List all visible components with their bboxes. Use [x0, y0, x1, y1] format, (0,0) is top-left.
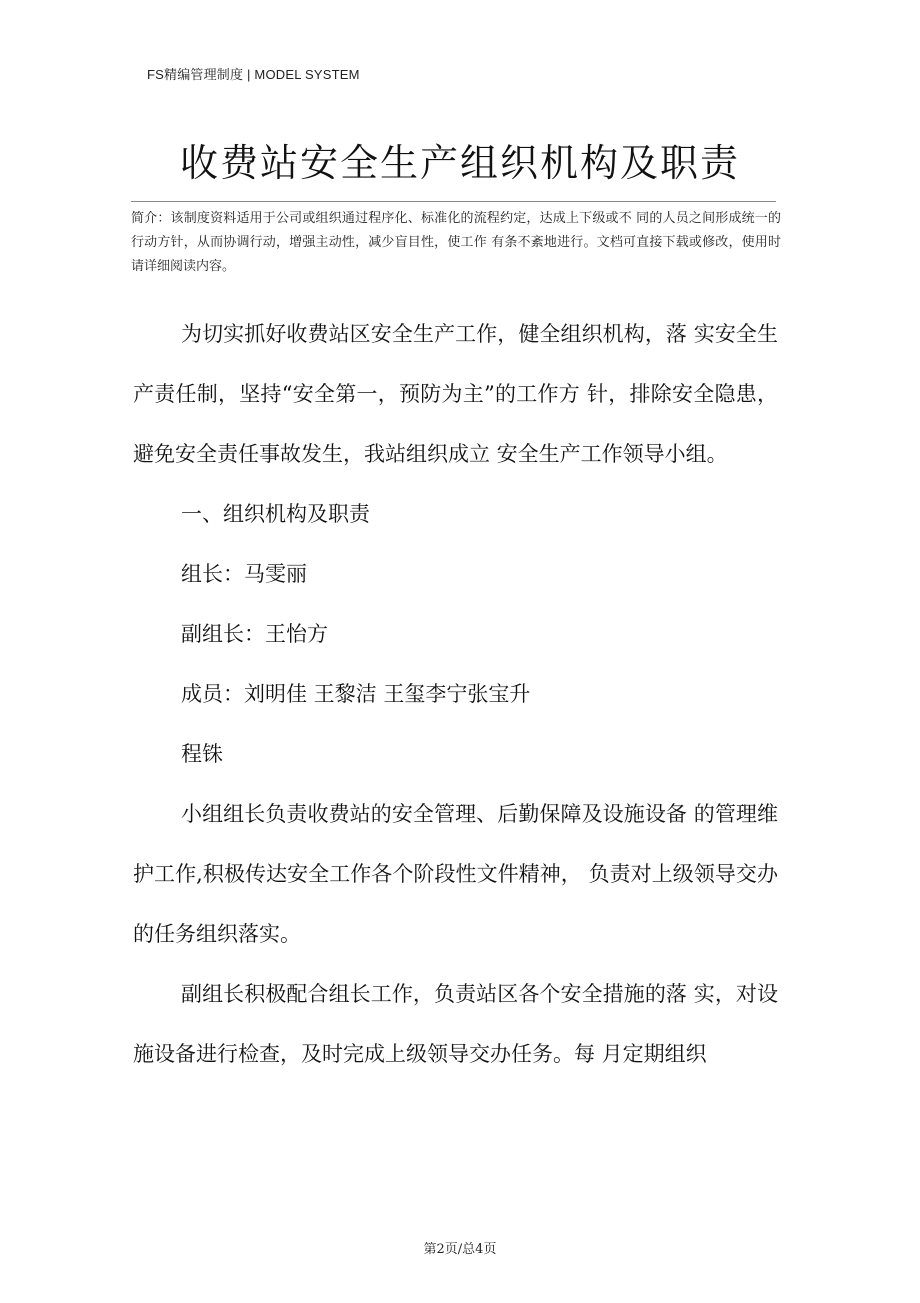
paragraph-members: 成员：刘明佳 王黎洁 王玺李宁张宝升	[181, 682, 531, 706]
paragraph-deputy-duties: 副组长积极配合组长工作，负责站区各个安全措施的落 实，对设施设备进行检查，及时完成上级领导交办任务。每 月定期组织	[133, 982, 778, 1066]
title-divider	[131, 201, 776, 202]
document-intro: 简介：该制度资料适用于公司或组织通过程序化、标准化的流程约定，达成上下级或不 同的人员之间形成统一的行动方针，从而协调行动，增强主动性，减少盲目性，使工作 有条不紊地进行。文档可直接下载或修改，使用时请详细阅读内容。	[131, 211, 781, 274]
section-heading-organization: 一、组织机构及职责	[181, 502, 370, 526]
page-number: 第2页/总4页	[423, 1242, 497, 1257]
paragraph-leader-duties: 小组组长负责收费站的安全管理、后勤保障及设施设备 的管理维护工作,积极传达安全工作各个阶段性文件精神， 负责对上级领导交办的任务组织落实。	[133, 802, 778, 946]
header-label: FS精编管理制度 | MODEL SYSTEM	[147, 67, 360, 82]
document-body	[133, 304, 778, 1084]
document-title: 收费站安全生产组织机构及职责	[179, 141, 740, 185]
paragraph-deputy-leader: 副组长：王怡方	[181, 622, 328, 646]
paragraph-members-continued: 程铢	[181, 742, 223, 766]
paragraph-purpose: 为切实抓好收费站区安全生产工作，健全组织机构，落 实安全生产责任制，坚持“安全第一，预防为主”的工作方 针，排除安全隐患，避免安全责任事故发生，我站组织成立 安全生产工作领导小组。	[133, 322, 778, 466]
paragraph-leader: 组长：马雯丽	[181, 562, 307, 586]
